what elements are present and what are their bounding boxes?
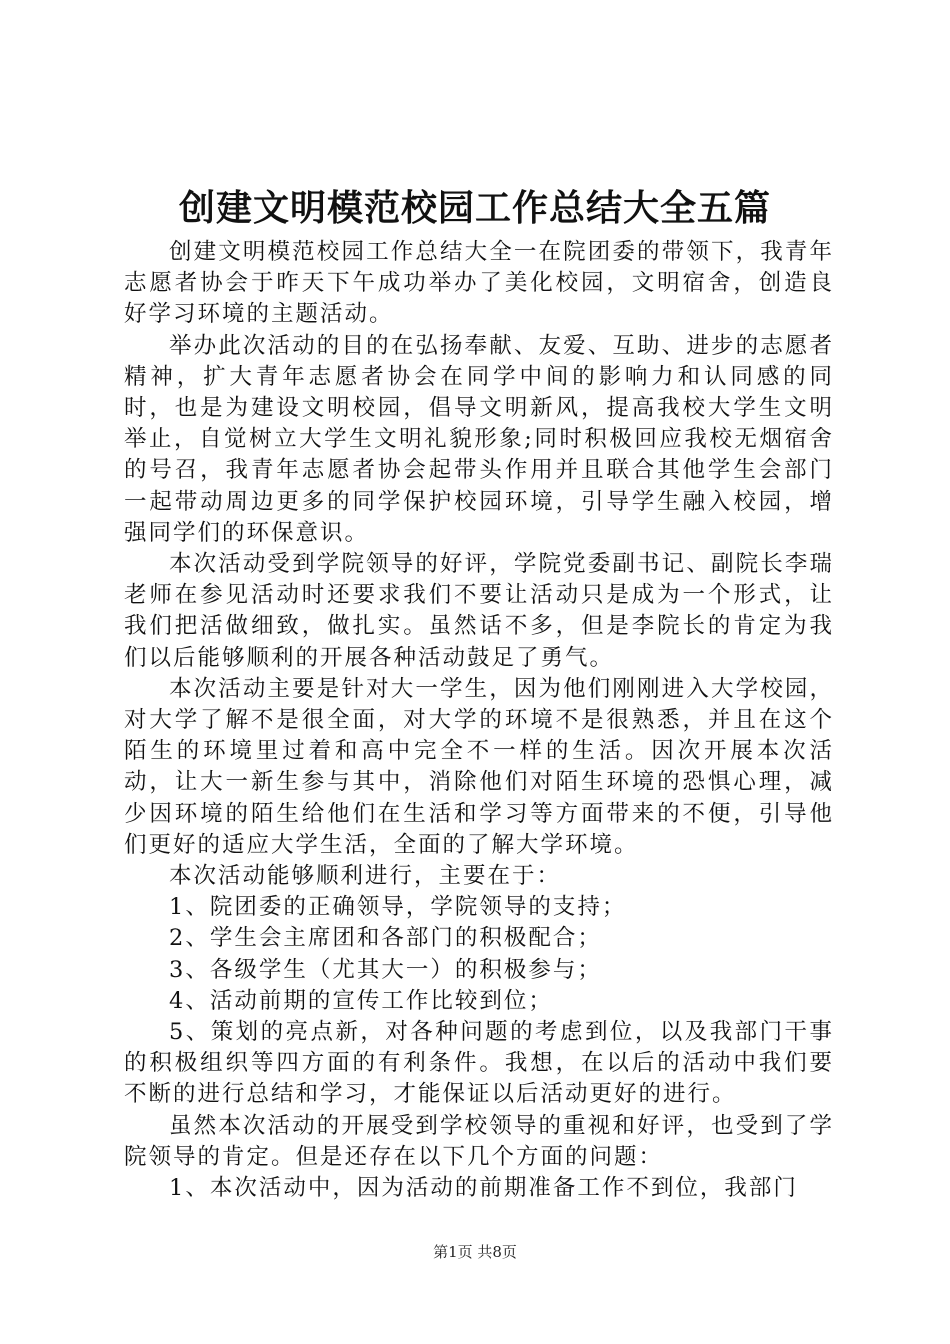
list-item-reason-2: 2、学生会主席团和各部门的积极配合；: [169, 925, 602, 952]
list-item-reason-3: 3、各级学生（尤其大一）的积极参与；: [169, 956, 602, 983]
list-item-problem-1: 1、本次活动中，因为活动的前期准备工作不到位，我部门: [169, 1175, 798, 1202]
paragraph-problems-lead: 虽然本次活动的开展受到学校领导的重视和好评，也受到了学院领导的肯定。但是还存在以下几个方面的问题：: [124, 1112, 834, 1170]
paragraph-reasons-lead: 本次活动能够顺利进行，主要在于：: [169, 863, 562, 890]
list-item-reason-5: 5、策划的亮点新，对各种问题的考虑到位，以及我部门干事的积极组织等四方面的有利条件。我想，在以后的活动中我们要不断的进行总结和学习，才能保证以后活动更好的进行。: [124, 1019, 834, 1108]
paragraph-praise: 本次活动受到学院领导的好评，学院党委副书记、副院长李瑞老师在参见活动时还要求我们不要让活动只是成为一个形式，让我们把活做细致，做扎实。虽然话不多，但是李院长的肯定为我们以后能够顺利的开展各种活动鼓足了勇气。: [124, 551, 834, 671]
list-item-reason-1: 1、院团委的正确领导，学院领导的支持；: [169, 894, 627, 921]
paragraph-purpose: 举办此次活动的目的在弘扬奉献、友爱、互助、进步的志愿者精神，扩大青年志愿者协会在同学中间的影响力和认同感的同时，也是为建设文明校园，倡导文明新风，提高我校大学生文明举止，自觉树立大学生文明礼貌形象;同时积极回应我校无烟宿舍的号召，我青年志愿者协会起带头作用并且联合其他学生会部门一起带动周边更多的同学保护校园环境，引导学生融入校园，增强同学们的环保意识。: [124, 332, 834, 546]
paragraph-target: 本次活动主要是针对大一学生，因为他们刚刚进入大学校园，对大学了解不是很全面，对大学的环境不是很熟悉，并且在这个陌生的环境里过着和高中完全不一样的生活。因次开展本次活动，让大一新生参与其中，消除他们对陌生环境的恐惧心理，减少因环境的陌生给他们在生活和学习等方面带来的不便，引导他们更好的适应大学生活，全面的了解大学环境。: [124, 675, 834, 858]
list-item-reason-4: 4、活动前期的宣传工作比较到位；: [169, 987, 553, 1014]
document-body: [124, 237, 834, 1204]
paragraph-intro: 创建文明模范校园工作总结大全一在院团委的带领下，我青年志愿者协会于昨天下午成功举办了美化校园，文明宿舍，创造良好学习环境的主题活动。: [124, 239, 834, 328]
document-title: 创建文明模范校园工作总结大全五篇: [178, 187, 771, 229]
page-number-footer: 第1页 共8页: [433, 1243, 517, 1261]
